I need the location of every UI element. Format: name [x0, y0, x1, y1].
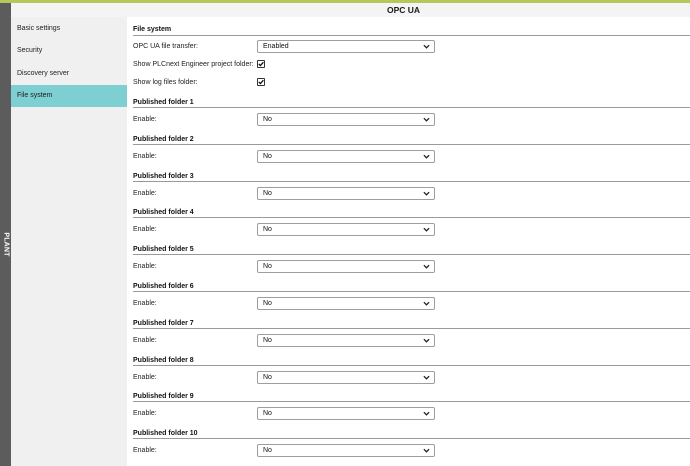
enable-select[interactable]	[257, 113, 435, 126]
checkmark-icon	[258, 79, 264, 85]
select-value: No	[263, 410, 272, 417]
section-divider	[133, 217, 690, 218]
enable-select[interactable]	[257, 187, 435, 200]
enable-select[interactable]	[257, 223, 435, 236]
published-folder-title: Published folder 10	[133, 430, 198, 437]
published-folder-title: Published folder 1	[133, 99, 194, 106]
select-value: No	[263, 447, 272, 454]
enable-select[interactable]	[257, 260, 435, 273]
sidebar-item-discovery-server[interactable]	[11, 63, 127, 85]
sidebar-item-label: Discovery server	[17, 70, 70, 77]
enable-select[interactable]	[257, 334, 435, 347]
section-divider	[133, 254, 690, 255]
chevron-down-icon	[423, 191, 430, 196]
select-value: No	[263, 337, 272, 344]
sidebar-item-label: Security	[17, 47, 43, 54]
sidebar-item-basic-settings[interactable]	[11, 18, 127, 40]
section-divider	[133, 401, 690, 402]
select-value: No	[263, 116, 272, 123]
chevron-down-icon	[423, 375, 430, 380]
chevron-down-icon	[423, 448, 430, 453]
sidebar-item-label: File system	[17, 92, 53, 99]
section-divider	[133, 35, 690, 36]
plant-side-bar	[0, 3, 11, 466]
chevron-down-icon	[423, 117, 430, 122]
chevron-down-icon	[423, 227, 430, 232]
select-value: No	[263, 300, 272, 307]
chevron-down-icon	[423, 44, 430, 49]
page-title: OPC UA	[387, 5, 421, 15]
file-transfer-label: OPC UA file transfer:	[133, 43, 198, 50]
enable-select[interactable]	[257, 371, 435, 384]
enable-select[interactable]	[257, 150, 435, 163]
select-value: No	[263, 153, 272, 160]
published-folder-title: Published folder 2	[133, 136, 194, 143]
published-folder-title: Published folder 9	[133, 393, 194, 400]
plant-label: PLANT	[2, 232, 10, 257]
chevron-down-icon	[423, 264, 430, 269]
select-value: No	[263, 374, 272, 381]
published-folder-title: Published folder 8	[133, 357, 194, 364]
file-system-section-title: File system	[133, 26, 172, 33]
enable-select[interactable]	[257, 444, 435, 457]
show-project-folder-label: Show PLCnext Engineer project folder:	[133, 61, 254, 68]
select-value: No	[263, 226, 272, 233]
section-divider	[133, 438, 690, 439]
file-transfer-select[interactable]	[257, 40, 435, 53]
sidebar	[11, 17, 127, 466]
enable-label: Enable:	[133, 116, 157, 123]
enable-label: Enable:	[133, 374, 157, 381]
show-log-folder-checkbox[interactable]	[257, 78, 265, 86]
enable-label: Enable:	[133, 447, 157, 454]
chevron-down-icon	[423, 301, 430, 306]
select-value: No	[263, 263, 272, 270]
chevron-down-icon	[423, 338, 430, 343]
chevron-down-icon	[423, 154, 430, 159]
enable-label: Enable:	[133, 226, 157, 233]
enable-label: Enable:	[133, 300, 157, 307]
chevron-down-icon	[423, 411, 430, 416]
sidebar-item-security[interactable]	[11, 40, 127, 62]
published-folder-title: Published folder 3	[133, 173, 194, 180]
section-divider	[133, 328, 690, 329]
enable-select[interactable]	[257, 407, 435, 420]
section-divider	[133, 107, 690, 108]
published-folder-title: Published folder 7	[133, 320, 194, 327]
select-value: No	[263, 190, 272, 197]
show-project-folder-checkbox[interactable]	[257, 60, 265, 68]
select-value: Enabled	[263, 43, 289, 50]
enable-label: Enable:	[133, 153, 157, 160]
section-divider	[133, 365, 690, 366]
section-divider	[133, 181, 690, 182]
section-divider	[133, 291, 690, 292]
enable-label: Enable:	[133, 337, 157, 344]
published-folder-title: Published folder 6	[133, 283, 194, 290]
show-log-folder-label: Show log files folder:	[133, 79, 198, 86]
checkmark-icon	[258, 61, 264, 67]
sidebar-item-label: Basic settings	[17, 25, 61, 32]
main-content	[127, 17, 690, 466]
page-header	[11, 3, 690, 17]
enable-label: Enable:	[133, 190, 157, 197]
section-divider	[133, 144, 690, 145]
sidebar-item-file-system[interactable]	[11, 85, 127, 107]
published-folder-title: Published folder 4	[133, 209, 194, 216]
enable-label: Enable:	[133, 263, 157, 270]
enable-select[interactable]	[257, 297, 435, 310]
enable-label: Enable:	[133, 410, 157, 417]
published-folder-title: Published folder 5	[133, 246, 194, 253]
